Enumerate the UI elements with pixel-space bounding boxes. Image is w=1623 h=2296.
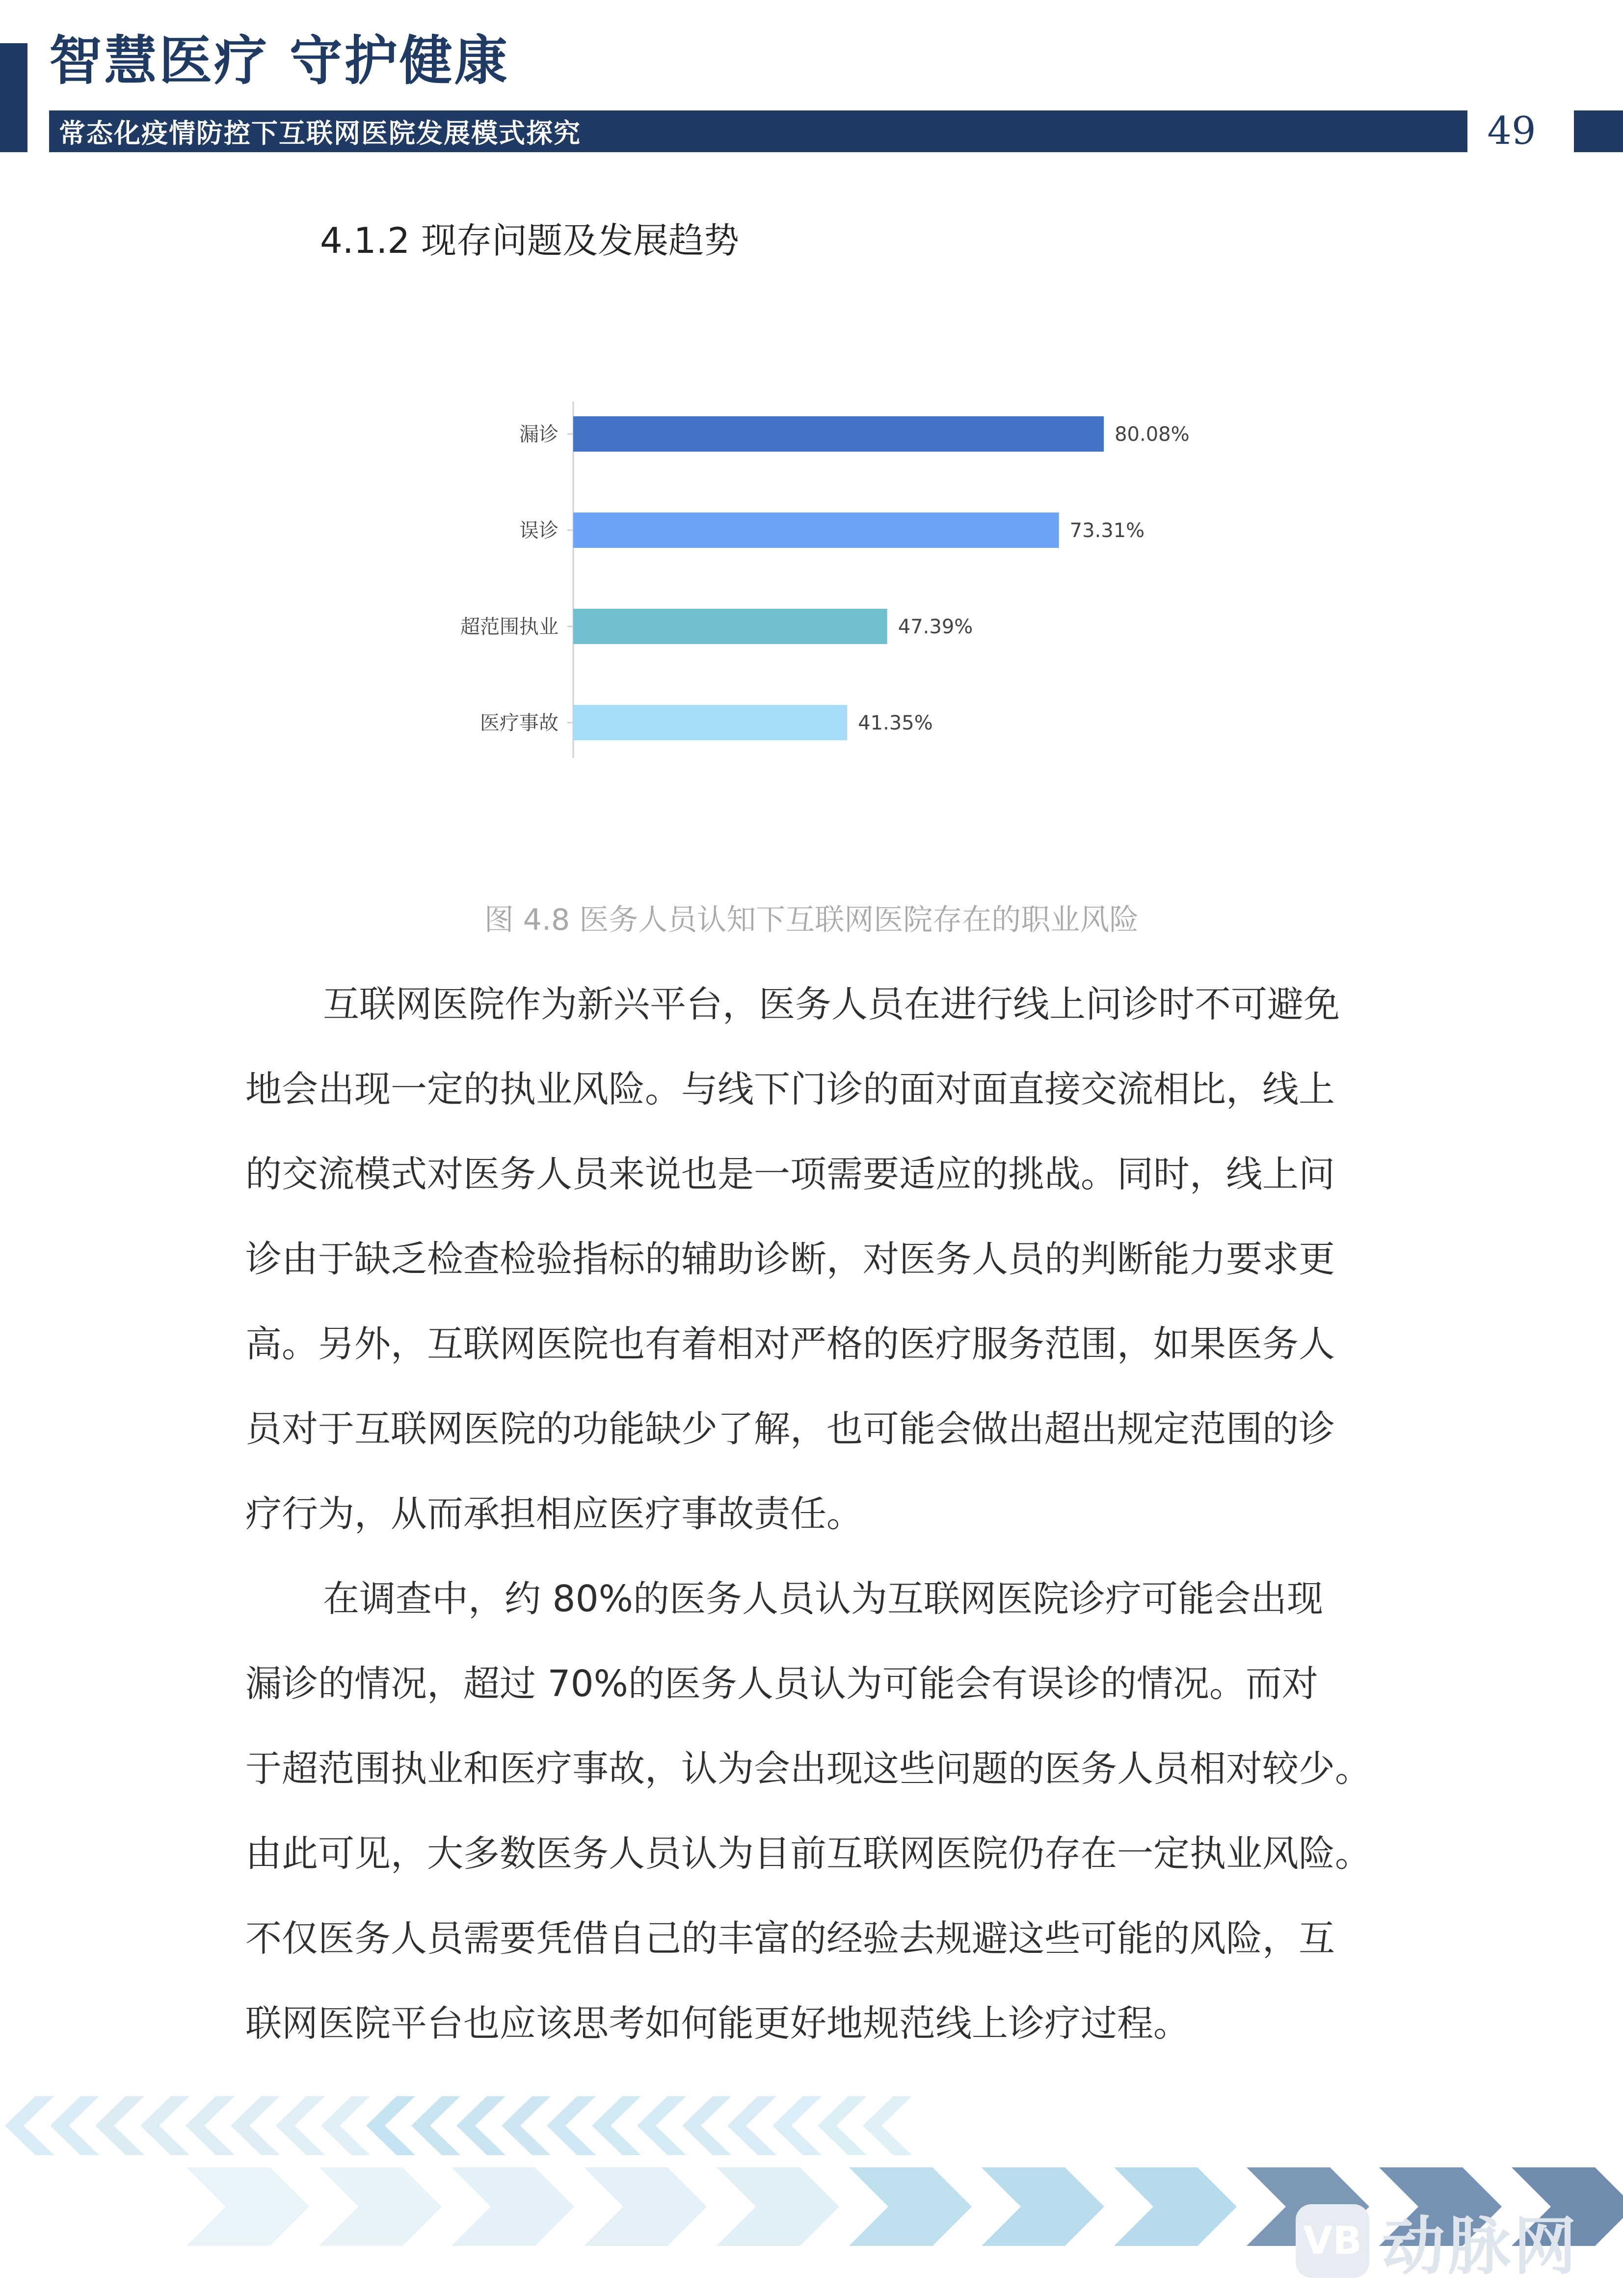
chevron-right [452,2167,574,2246]
paragraph-line: 由此可见，大多数医务人员认为目前互联网医院仍存在一定执业风险。 [245,1833,1371,1875]
paragraph-line: 的交流模式对医务人员来说也是一项需要适应的挑战。同时，线上问 [245,1153,1335,1195]
chevron-left [231,2096,280,2155]
paragraph-line: 漏诊的情况，超过 70%的医务人员认为可能会有误诊的情况。而对 [245,1663,1318,1705]
paragraph-line: 疗行为，从而承担相应医疗事故责任。 [245,1493,863,1535]
category-label-3: 超范围执业 [460,616,559,638]
paragraph-line: 不仅医务人员需要凭借自己的丰富的经验去规避这些可能的风险，互 [245,1918,1335,1960]
chevron-left [50,2096,99,2155]
chevron-right [186,2167,309,2246]
value-label-4: 41.35% [858,712,933,734]
risk-bar-chart [0,0,1623,835]
chevron-left [727,2096,776,2155]
chevron-left [592,2096,641,2155]
value-label-1: 80.08% [1115,423,1190,446]
chevron-left [456,2096,506,2155]
value-label-3: 47.39% [898,616,973,638]
section-heading: 4.1.2 现存问题及发展趋势 [320,220,740,261]
paragraph-line: 员对于互联网医院的功能缺少了解，也可能会做出超出规定范围的诊 [245,1408,1335,1450]
bar-2 [573,513,1059,548]
category-label-2: 误诊 [519,519,559,542]
chevron-left [863,2096,912,2155]
chevron-right [982,2167,1104,2246]
page-number: 49 [1487,109,1536,153]
body-paragraph-2 [245,1557,1399,2066]
header-subtitle: 常态化疫情防控下互联网医院发展模式探究 [59,117,581,149]
bar-4 [573,705,847,740]
chevron-left [682,2096,731,2155]
header-title: 智慧医疗 守护健康 [49,30,509,92]
paragraph-line: 高。另外，互联网医院也有着相对严格的医疗服务范围，如果医务人 [245,1323,1335,1365]
chevron-right [584,2167,707,2246]
value-label-2: 73.31% [1069,519,1145,542]
chevron-left [502,2096,551,2155]
chevron-left [276,2096,325,2155]
watermark [1296,2199,1579,2283]
chevron-left [140,2096,189,2155]
chevron-left [411,2096,460,2155]
category-label-1: 漏诊 [519,423,559,446]
chevron-left [547,2096,596,2155]
paragraph-line: 地会出现一定的执业风险。与线下门诊的面对面直接交流相比，线上 [245,1068,1335,1110]
chevron-left [95,2096,144,2155]
chevron-left [637,2096,686,2155]
paragraph-line: 于超范围执业和医疗事故，认为会出现这些问题的医务人员相对较少。 [245,1748,1371,1790]
chevron-left [321,2096,370,2155]
chevron-left [5,2096,54,2155]
paragraph-line: 联网医院平台也应该思考如何能更好地规范线上诊疗过程。 [245,2002,1190,2045]
figure-caption: 图 4.8 医务人员认知下互联网医院存在的职业风险 [484,903,1139,937]
paragraph-line: 互联网医院作为新兴平台，医务人员在进行线上问诊时不可避免 [323,983,1340,1026]
chevron-left [818,2096,867,2155]
chevron-right [319,2167,442,2246]
chevron-left [366,2096,415,2155]
category-label-4: 医疗事故 [480,712,559,734]
paragraph-line: 在调查中，约 80%的医务人员认为互联网医院诊疗可能会出现 [323,1578,1323,1620]
chevron-right [849,2167,972,2246]
watermark-logo-icon: VB [1296,2204,1369,2278]
chevron-left [772,2096,822,2155]
bar-1 [573,416,1104,452]
watermark-text: 动脉网 [1382,2210,1580,2283]
body-paragraph-1 [245,962,1399,1557]
chevron-left [186,2096,235,2155]
chevron-right [1114,2167,1237,2246]
paragraph-line: 诊由于缺乏检查检验指标的辅助诊断，对医务人员的判断能力要求更 [245,1238,1335,1280]
chevron-right [717,2167,839,2246]
bar-3 [573,609,887,644]
